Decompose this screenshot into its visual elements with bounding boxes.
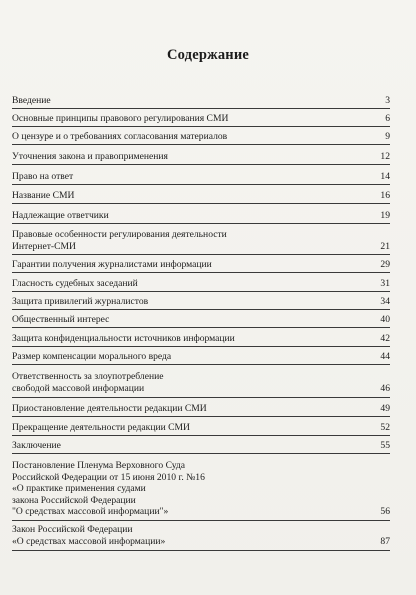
toc-divider [12, 126, 390, 127]
toc-entry-page: 6 [385, 113, 390, 124]
toc-divider [12, 550, 390, 551]
toc-divider [12, 364, 390, 365]
toc-divider [12, 397, 390, 398]
toc-entry-title: Прекращение деятельности редакции СМИ [12, 422, 190, 433]
toc-entry [12, 113, 390, 125]
toc-entry-page: 42 [380, 333, 390, 344]
toc-entry-title: Основные принципы правового регулирования СМИ [12, 113, 229, 124]
toc-entry [12, 171, 390, 183]
toc-entry-title: Гарантии получения журналистами информации [12, 259, 212, 270]
toc-entry-title: О цензуре и о требованиях согласования материалов [12, 131, 228, 142]
toc-divider [12, 184, 390, 185]
toc-entry [12, 314, 390, 326]
toc-entry-title: Приостановление деятельности редакции СМИ [12, 403, 207, 414]
toc-entry-title: Закон Российской Федерации «О средствах массовой информации» [12, 524, 166, 547]
toc-entry-page: 14 [380, 171, 390, 182]
toc-entry-page: 55 [380, 440, 390, 451]
toc-divider [12, 520, 390, 521]
toc-divider [12, 254, 390, 255]
toc-divider [12, 327, 390, 328]
toc-entry [12, 95, 390, 107]
toc-entry [12, 460, 390, 518]
toc-entry-title: Уточнения закона и правоприменения [12, 151, 168, 162]
toc-entry [12, 259, 390, 271]
toc-entry-title: Постановление Пленума Верховного Суда Российской Федерации от 15 июня 2010 г. №16 «О практике применения судами закона Российской Федерации "О средствах массовой информации"» [12, 460, 205, 517]
toc-divider [12, 346, 390, 347]
toc-entry [12, 190, 390, 202]
toc-divider [12, 453, 390, 454]
toc-divider [12, 144, 390, 145]
toc-divider [12, 108, 390, 109]
toc-entry-title: Надлежащие ответчики [12, 210, 109, 221]
toc-entry [12, 440, 390, 452]
toc-entry-title: Защита привилегий журналистов [12, 296, 149, 307]
toc-entry [12, 151, 390, 163]
toc-entry-page: 19 [380, 210, 390, 221]
toc-entry-title: Ответственность за злоупотребление свободой массовой информации [12, 371, 164, 394]
toc-entry [12, 333, 390, 345]
toc-entry [12, 524, 390, 547]
toc-entry [12, 422, 390, 434]
toc-entry-title: Правовые особенности регулирования деятельности Интернет-СМИ [12, 229, 227, 252]
toc-entry-page: 31 [380, 278, 390, 289]
toc-divider [12, 435, 390, 436]
toc-divider [12, 416, 390, 417]
toc-entry-title: Защита конфиденциальности источников информации [12, 333, 235, 344]
toc-entry [12, 351, 390, 363]
toc-entry-page: 16 [380, 190, 390, 201]
toc-entry-page: 29 [380, 259, 390, 270]
toc-entry-page: 44 [380, 351, 390, 362]
toc-entry [12, 371, 390, 394]
toc-divider [12, 272, 390, 273]
toc-divider [12, 164, 390, 165]
toc-entry [12, 296, 390, 308]
toc-entry [12, 131, 390, 143]
toc-entry [12, 229, 390, 252]
toc-divider [12, 291, 390, 292]
page-title: Содержание [166, 47, 250, 63]
toc-entry-title: Гласность судебных заседаний [12, 278, 138, 289]
toc-divider [12, 309, 390, 310]
toc-entry [12, 278, 390, 290]
toc-divider [12, 203, 390, 204]
toc-entry-title: Право на ответ [12, 171, 74, 182]
toc-entry-title: Заключение [12, 440, 61, 451]
toc-entry [12, 403, 390, 415]
toc-entry-page: 40 [380, 314, 390, 325]
toc-entry-page: 46 [380, 382, 390, 394]
toc-entry [12, 210, 390, 222]
toc-entry-page: 3 [385, 95, 390, 106]
toc-entry-page: 9 [385, 131, 390, 142]
toc-entry-title: Общественный интерес [12, 314, 110, 325]
toc-entry-title: Размер компенсации морального вреда [12, 351, 172, 362]
toc-entry-page: 12 [380, 151, 390, 162]
toc-entry-page: 49 [380, 403, 390, 414]
toc-entry-title: Введение [12, 95, 51, 106]
toc-entry-page: 21 [380, 240, 390, 252]
toc-entry-page: 56 [380, 506, 390, 517]
toc-entry-page: 52 [380, 422, 390, 433]
toc-entry-page: 87 [380, 535, 390, 547]
toc-entry-title: Название СМИ [12, 190, 75, 201]
toc-entry-page: 34 [380, 296, 390, 307]
toc-divider [12, 223, 390, 224]
